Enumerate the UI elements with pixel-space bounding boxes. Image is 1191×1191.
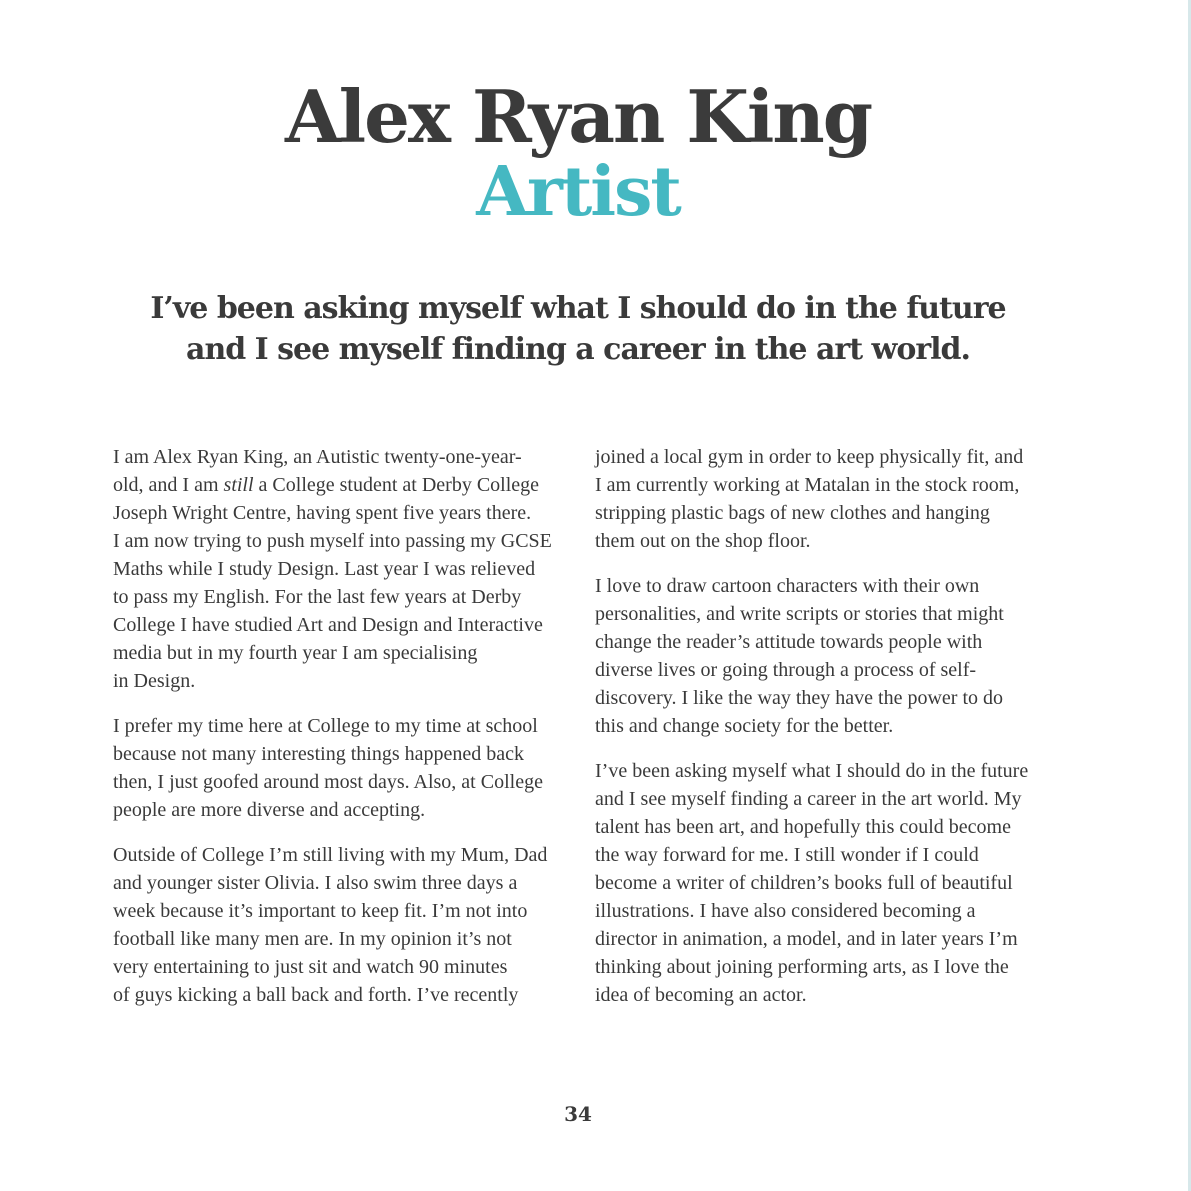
text-line: football like many men are. In my opinion it’s not [113,928,512,950]
person-name: Alex Ryan King [284,74,872,159]
text-line: personalities, and write scripts or stories that might [595,603,1004,625]
person-role: Artist [476,152,680,232]
text-line: I prefer my time here at College to my time at school [113,715,538,737]
text-line: I am Alex Ryan King, an Autistic twenty-one-year- [113,446,522,468]
text-segment: old, and I am [113,474,224,496]
body-paragraph [113,712,558,824]
body-paragraph [113,841,558,1009]
text-line: College I have studied Art and Design and Interactive [113,614,543,636]
text-line: and I see myself finding a career in the art world. My [595,788,1022,810]
text-line: illustrations. I have also considered becoming a [595,900,976,922]
pull-quote [130,288,1026,370]
body-column-right [595,443,1040,1026]
pull-quote-line: and I see myself finding a career in the art world. [186,332,970,367]
text-line: media but in my fourth year I am specialising [113,642,478,664]
text-line: and younger sister Olivia. I also swim three days a [113,872,518,894]
text-line: of guys kicking a ball back and forth. I’ve recently [113,984,519,1006]
text-line: stripping plastic bags of new clothes and hanging [595,502,990,524]
text-line: this and change society for the better. [595,715,894,737]
text-line: idea of becoming an actor. [595,984,807,1006]
text-line: change the reader’s attitude towards people with [595,631,983,653]
text-line: week because it’s important to keep fit. I’m not into [113,900,528,922]
text-line: become a writer of children’s books full of beautiful [595,872,1013,894]
text-line: to pass my English. For the last few years at Derby [113,586,522,608]
pull-quote-line: I’ve been asking myself what I should do in the future [150,291,1006,326]
body-column-left [113,443,558,1026]
body-paragraph [595,572,1040,740]
text-line: then, I just goofed around most days. Also, at College [113,771,543,793]
text-line: diverse lives or going through a process of self- [595,659,977,681]
text-line: very entertaining to just sit and watch 90 minutes [113,956,508,978]
body-paragraph [113,443,558,695]
text-line: people are more diverse and accepting. [113,799,426,821]
text-line: I’ve been asking myself what I should do in the future [595,760,1029,782]
body-paragraph [595,757,1040,1009]
text-line: I am currently working at Matalan in the stock room, [595,474,1020,496]
text-line: the way forward for me. I still wonder if I could [595,844,979,866]
text-segment: a College student at Derby College [253,474,540,496]
text-line: them out on the shop floor. [595,530,811,552]
text-line: in Design. [113,670,196,692]
title-block [0,74,1156,232]
text-line: joined a local gym in order to keep physically fit, and [595,446,1024,468]
text-line: Outside of College I’m still living with my Mum, Dad [113,844,548,866]
body-paragraph [595,443,1040,555]
text-line [113,471,558,499]
text-line: Joseph Wright Centre, having spent five years there. [113,502,532,524]
text-line: I am now trying to push myself into passing my GCSE [113,530,552,552]
text-line: talent has been art, and hopefully this could become [595,816,1011,838]
text-line: discovery. I like the way they have the power to do [595,687,1004,709]
text-line: I love to draw cartoon characters with their own [595,575,980,597]
text-line: because not many interesting things happened back [113,743,524,765]
page-number: 34 [564,1102,592,1126]
text-line: director in animation, a model, and in later years I’m [595,928,1018,950]
text-line: thinking about joining performing arts, as I love the [595,956,1009,978]
text-line: Maths while I study Design. Last year I was relieved [113,558,536,580]
emphasis-text: still [223,474,254,496]
